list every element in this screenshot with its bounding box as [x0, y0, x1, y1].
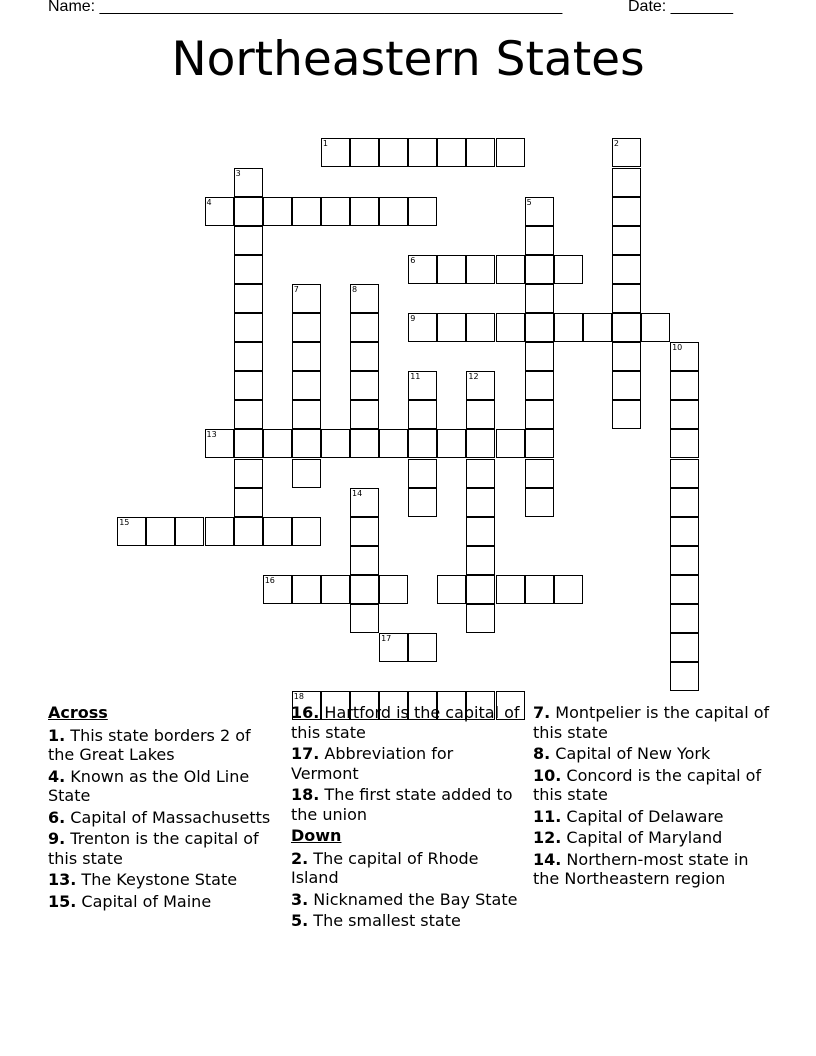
clue-number: 17. — [291, 744, 320, 763]
crossword-cell[interactable] — [641, 313, 670, 342]
crossword-cell[interactable] — [525, 313, 554, 342]
crossword-cell[interactable] — [234, 400, 263, 429]
crossword-cell[interactable] — [408, 138, 437, 167]
clues-column-1 — [48, 703, 278, 913]
clue-number: 7. — [533, 703, 551, 722]
crossword-cell[interactable] — [234, 517, 263, 546]
clue-number-label: 7 — [293, 284, 299, 294]
crossword-cell[interactable] — [670, 633, 699, 662]
crossword-cell[interactable] — [670, 488, 699, 517]
crossword-cell[interactable] — [408, 371, 437, 400]
crossword-cell[interactable] — [292, 371, 321, 400]
across-heading: Across — [48, 703, 108, 722]
crossword-cell[interactable] — [496, 313, 525, 342]
crossword-cell[interactable] — [670, 662, 699, 691]
crossword-cell[interactable] — [496, 429, 525, 458]
clue-number: 6. — [48, 807, 66, 827]
clue-down-5 — [291, 911, 523, 931]
crossword-cell[interactable] — [670, 604, 699, 633]
clue-number: 2. — [291, 848, 309, 868]
clue-text: This state borders 2 of the Great Lakes — [48, 725, 251, 764]
crossword-cell[interactable] — [292, 313, 321, 342]
crossword-cell[interactable] — [408, 313, 437, 342]
clue-number: 9. — [48, 829, 66, 848]
crossword-cell[interactable] — [263, 429, 292, 458]
clue-number-label: 18 — [293, 692, 304, 702]
crossword-cell[interactable] — [525, 342, 554, 371]
clue-down-14 — [533, 850, 773, 889]
crossword-cell[interactable] — [350, 400, 379, 429]
clue-across-16 — [291, 703, 523, 742]
crossword-cell[interactable] — [292, 517, 321, 546]
crossword-cell[interactable] — [496, 255, 525, 284]
clue-number: 3. — [291, 889, 309, 909]
clue-text: Northern-most state in the Northeastern region — [533, 849, 749, 888]
crossword-cell[interactable] — [379, 197, 408, 226]
crossword-cell[interactable] — [554, 313, 583, 342]
name-field-label: Name: ____________________________________________________ — [48, 0, 563, 15]
clue-across-1 — [48, 726, 278, 765]
crossword-cell[interactable] — [292, 284, 321, 313]
clue-text: Capital of Massachusetts — [65, 807, 271, 827]
crossword-cell[interactable] — [350, 488, 379, 517]
crossword-cell[interactable] — [670, 517, 699, 546]
crossword-cell[interactable] — [525, 429, 554, 458]
crossword-cell[interactable] — [466, 517, 495, 546]
crossword-cell[interactable] — [350, 517, 379, 546]
crossword-cell[interactable] — [466, 313, 495, 342]
crossword-cell[interactable] — [583, 313, 612, 342]
crossword-cell[interactable] — [408, 459, 437, 488]
clue-text: The capital of Rhode Island — [291, 848, 479, 887]
crossword-cell[interactable] — [321, 429, 350, 458]
clue-number-label: 8 — [352, 284, 358, 294]
clue-down-8 — [533, 744, 773, 764]
crossword-cell[interactable] — [554, 575, 583, 604]
clue-down-7 — [533, 703, 773, 742]
crossword-cell[interactable] — [612, 400, 641, 429]
clue-number: 15. — [48, 891, 77, 911]
crossword-cell[interactable] — [350, 575, 379, 604]
clue-across-17 — [291, 744, 523, 783]
crossword-cell[interactable] — [612, 255, 641, 284]
crossword-cell[interactable] — [350, 429, 379, 458]
crossword-cell[interactable] — [146, 517, 175, 546]
page-title: Northeastern States — [171, 32, 645, 87]
crossword-cell[interactable] — [350, 604, 379, 633]
crossword-cell[interactable] — [612, 313, 641, 342]
crossword-cell[interactable] — [466, 459, 495, 488]
crossword-cell[interactable] — [350, 313, 379, 342]
crossword-cell[interactable] — [670, 546, 699, 575]
crossword-cell[interactable] — [525, 255, 554, 284]
crossword-cell[interactable] — [466, 546, 495, 575]
crossword-cell[interactable] — [117, 517, 146, 546]
crossword-cell[interactable] — [466, 400, 495, 429]
crossword-cell[interactable] — [466, 371, 495, 400]
crossword-cell[interactable] — [205, 517, 234, 546]
down-heading: Down — [291, 826, 342, 845]
clue-text: The first state added to the union — [291, 785, 513, 824]
crossword-cell[interactable] — [350, 371, 379, 400]
crossword-cell[interactable] — [234, 255, 263, 284]
clue-text: The Keystone State — [76, 870, 238, 889]
clue-number: 11. — [533, 806, 562, 826]
crossword-cell[interactable] — [670, 342, 699, 371]
clue-number-label: 3 — [235, 168, 241, 178]
clue-down-10 — [533, 766, 773, 805]
clues-column-3 — [533, 703, 773, 891]
crossword-cell[interactable] — [496, 575, 525, 604]
clue-number: 14. — [533, 849, 562, 869]
crossword-cell[interactable] — [525, 197, 554, 226]
date-field-label: Date: _______ — [628, 0, 733, 15]
crossword-cell[interactable] — [554, 255, 583, 284]
crossword-cell[interactable] — [612, 138, 641, 167]
crossword-cell[interactable] — [612, 284, 641, 313]
crossword-cell[interactable] — [350, 284, 379, 313]
clue-across-15 — [48, 892, 278, 912]
clue-number: 4. — [48, 766, 66, 786]
clue-number-label: 11 — [410, 372, 421, 382]
crossword-cell[interactable] — [205, 197, 234, 226]
clue-number: 8. — [533, 744, 551, 763]
crossword-cell[interactable] — [612, 197, 641, 226]
crossword-cell[interactable] — [408, 400, 437, 429]
crossword-cell[interactable] — [496, 138, 525, 167]
crossword-cell[interactable] — [321, 575, 350, 604]
crossword-cell[interactable] — [263, 575, 292, 604]
crossword-cell[interactable] — [234, 459, 263, 488]
crossword-cell[interactable] — [205, 429, 234, 458]
clue-text: Abbreviation for Vermont — [291, 744, 454, 783]
crossword-cell[interactable] — [234, 429, 263, 458]
crossword-cell[interactable] — [379, 138, 408, 167]
clues-column-2 — [291, 703, 523, 933]
crossword-cell[interactable] — [292, 400, 321, 429]
crossword-cell[interactable] — [612, 226, 641, 255]
crossword-cell[interactable] — [466, 429, 495, 458]
clue-number-label: 6 — [410, 255, 416, 265]
crossword-cell[interactable] — [234, 488, 263, 517]
crossword-cell[interactable] — [670, 459, 699, 488]
clue-number: 18. — [291, 785, 320, 804]
clue-number-label: 17 — [381, 634, 392, 644]
clue-number-label: 4 — [206, 197, 212, 207]
crossword-cell[interactable] — [466, 488, 495, 517]
clue-across-4 — [48, 767, 278, 806]
clue-text: Known as the Old Line State — [48, 766, 250, 805]
crossword-cell[interactable] — [321, 138, 350, 167]
crossword-cell[interactable] — [525, 459, 554, 488]
clue-number-label: 16 — [264, 575, 275, 585]
crossword-cell[interactable] — [379, 575, 408, 604]
clue-text: The smallest state — [308, 911, 461, 930]
crossword-cell[interactable] — [670, 400, 699, 429]
crossword-cell[interactable] — [234, 371, 263, 400]
clue-number: 13. — [48, 870, 77, 889]
clue-down-2 — [291, 849, 523, 888]
crossword-cell[interactable] — [437, 313, 466, 342]
clue-number-label: 13 — [206, 430, 217, 440]
crossword-cell[interactable] — [350, 197, 379, 226]
clue-number-label: 10 — [672, 343, 683, 353]
crossword-cell[interactable] — [525, 284, 554, 313]
crossword-cell[interactable] — [408, 633, 437, 662]
clue-across-13 — [48, 870, 278, 890]
crossword-cell[interactable] — [525, 488, 554, 517]
crossword-cell[interactable] — [408, 255, 437, 284]
clue-number: 1. — [48, 725, 66, 745]
clue-across-6 — [48, 808, 278, 828]
clue-down-12 — [533, 828, 773, 848]
crossword-cell[interactable] — [379, 633, 408, 662]
crossword-cell[interactable] — [612, 342, 641, 371]
clue-number-label: 1 — [322, 139, 328, 149]
crossword-cell[interactable] — [292, 459, 321, 488]
clue-number-label: 12 — [468, 372, 479, 382]
clue-text: Capital of Delaware — [561, 806, 724, 826]
crossword-cell[interactable] — [466, 575, 495, 604]
crossword-cell[interactable] — [466, 138, 495, 167]
crossword-cell[interactable] — [437, 575, 466, 604]
crossword-cell[interactable] — [234, 342, 263, 371]
crossword-cell[interactable] — [408, 488, 437, 517]
crossword-cell[interactable] — [525, 575, 554, 604]
clue-number: 16. — [291, 703, 320, 722]
crossword-cell[interactable] — [263, 197, 292, 226]
clue-text: Montpelier is the capital of this state — [533, 703, 770, 742]
crossword-cell[interactable] — [612, 168, 641, 197]
crossword-cell[interactable] — [466, 255, 495, 284]
crossword-cell[interactable] — [321, 197, 350, 226]
clue-text: Capital of New York — [550, 744, 711, 763]
crossword-cell[interactable] — [408, 197, 437, 226]
crossword-cell[interactable] — [234, 313, 263, 342]
clue-text: Nicknamed the Bay State — [308, 889, 518, 909]
crossword-cell[interactable] — [379, 429, 408, 458]
crossword-cell[interactable] — [408, 429, 437, 458]
crossword-cell[interactable] — [612, 371, 641, 400]
crossword-cell[interactable] — [263, 517, 292, 546]
crossword-cell[interactable] — [437, 429, 466, 458]
clue-number: 5. — [291, 911, 309, 930]
crossword-cell[interactable] — [525, 400, 554, 429]
clue-number-label: 15 — [119, 517, 130, 527]
clue-down-11 — [533, 807, 773, 827]
crossword-cell[interactable] — [670, 575, 699, 604]
clue-number-label: 5 — [526, 197, 532, 207]
crossword-cell[interactable] — [292, 197, 321, 226]
clue-text: Concord is the capital of this state — [533, 765, 762, 804]
crossword-cell[interactable] — [234, 168, 263, 197]
crossword-cell[interactable] — [670, 371, 699, 400]
crossword-cell[interactable] — [350, 342, 379, 371]
crossword-cell[interactable] — [350, 546, 379, 575]
crossword-cell[interactable] — [437, 255, 466, 284]
crossword-cell[interactable] — [437, 138, 466, 167]
worksheet-header — [48, 0, 748, 20]
crossword-cell[interactable] — [525, 226, 554, 255]
crossword-cell[interactable] — [234, 284, 263, 313]
clue-text: Capital of Maine — [76, 891, 212, 911]
clue-number: 12. — [533, 828, 562, 847]
clue-number: 10. — [533, 765, 562, 785]
crossword-cell[interactable] — [292, 429, 321, 458]
crossword-cell[interactable] — [525, 371, 554, 400]
clue-text: Capital of Maryland — [561, 828, 723, 847]
crossword-cell[interactable] — [350, 138, 379, 167]
clue-text: Trenton is the capital of this state — [48, 829, 259, 868]
crossword-cell[interactable] — [466, 604, 495, 633]
crossword-cell[interactable] — [234, 226, 263, 255]
clue-text: Hartford is the capital of this state — [291, 703, 520, 742]
crossword-cell[interactable] — [234, 197, 263, 226]
clue-across-18 — [291, 785, 523, 824]
clue-number-label: 9 — [410, 314, 416, 323]
crossword-cell[interactable] — [670, 429, 699, 458]
clue-number-label: 14 — [352, 488, 363, 498]
clue-number-label: 2 — [613, 139, 619, 149]
crossword-cell[interactable] — [292, 575, 321, 604]
crossword-cell[interactable] — [292, 342, 321, 371]
clue-across-9 — [48, 829, 278, 868]
crossword-cell[interactable] — [175, 517, 204, 546]
clue-down-3 — [291, 890, 523, 910]
